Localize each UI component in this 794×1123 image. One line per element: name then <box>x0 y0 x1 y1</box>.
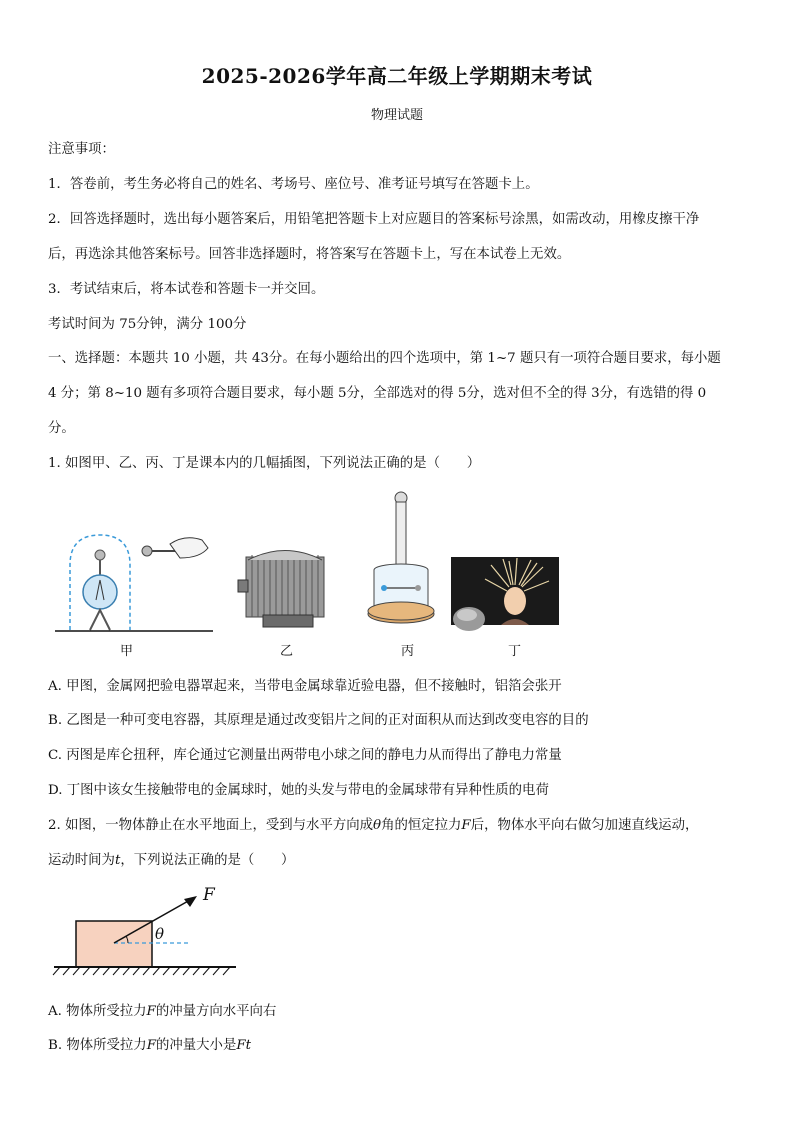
q1-option-b: B. 乙图是一种可变电容器，其原理是通过改变铝片之间的正对面积从而达到改变电容的目的 <box>48 713 589 728</box>
fig-label-bing: 丙 <box>401 644 415 659</box>
section1-line1: 一、选择题：本题共 10 小题，共 43分。在每小题给出的四个选项中，第 1~7 题只有一项符合题目要求，每小题 <box>48 351 721 366</box>
fig-label-jia: 甲 <box>120 644 134 659</box>
notice-item-3: 3．考试结束后，将本试卷和答题卡一并交回。 <box>48 282 325 297</box>
q2-stem-line2: 运动时间为t，下列说法正确的是（ ） <box>48 853 295 868</box>
figure-bing-torsion-balance <box>366 490 436 630</box>
figure-yi-variable-capacitor <box>238 545 333 630</box>
q2-fig-label-theta: θ <box>155 925 165 943</box>
fig-label-yi: 乙 <box>280 644 294 659</box>
q2-option-b: B. 物体所受拉力F的冲量大小是Ft <box>48 1038 252 1053</box>
q1-option-a: A. 甲图，金属网把验电器罩起来，当带电金属球靠近验电器，但不接触时，铝箔会张开 <box>48 679 562 694</box>
q1-stem: 1. 如图甲、乙、丙、丁是课本内的几幅插图，下列说法正确的是（ ） <box>48 456 481 471</box>
notice-item-1: 1．答卷前，考生务必将自己的姓名、考场号、座位号、准考证号填写在答题卡上。 <box>48 177 539 192</box>
exam-time: 考试时间为 75分钟，满分 100分 <box>48 317 247 332</box>
notice-item-2b: 后，再选涂其他答案标号。回答非选择题时，将答案写在答题卡上，写在本试卷上无效。 <box>48 247 571 262</box>
fig-label-ding: 丁 <box>508 644 522 659</box>
section1-line3: 分。 <box>48 421 75 436</box>
figure-jia-electroscope <box>50 530 220 635</box>
q2-stem-line1: 2. 如图，一物体静止在水平地面上，受到与水平方向成θ角的恒定拉力F后，物体水平向右做匀加速直线运动， <box>48 818 699 833</box>
q1-option-c: C. 丙图是库仑扭秤，库仑通过它测量出两带电小球之间的静电力从而得出了静电力常量 <box>48 748 562 763</box>
section1-line2: 4 分；第 8~10 题有多项符合题目要求，每小题 5分，全部选对的得 5分，选对但不全的得 3分，有选错的得 0 <box>48 386 707 401</box>
notice-heading: 注意事项： <box>48 142 115 157</box>
notice-item-2a: 2．回答选择题时，选出每小题答案后，用铅笔把答题卡上对应题目的答案标号涂黑，如需改动，用橡皮擦干净 <box>48 212 700 227</box>
q2-fig-label-F: F <box>203 885 215 905</box>
q2-force-diagram <box>50 885 250 980</box>
exam-title: 2025-2026学年高二年级上学期期末考试 <box>201 64 593 88</box>
figure-ding-girl-hair-photo <box>451 557 559 625</box>
q1-option-d: D. 丁图中该女生接触带电的金属球时，她的头发与带电的金属球带有异种性质的电荷 <box>48 783 549 798</box>
exam-subtitle: 物理试题 <box>370 108 423 123</box>
q2-option-a: A. 物体所受拉力F的冲量方向水平向右 <box>48 1004 277 1019</box>
